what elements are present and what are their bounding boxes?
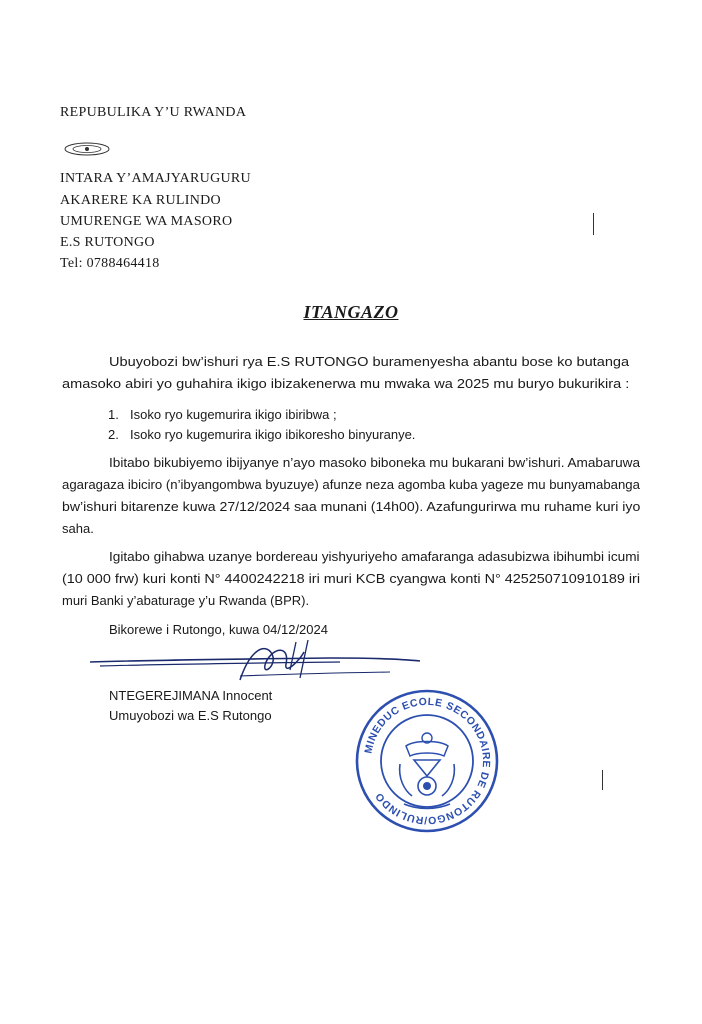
list-text: Isoko ryo kugemurira ikigo ibiribwa ; (130, 407, 337, 422)
para2-line-4: saha. (62, 521, 94, 536)
tender-list (108, 405, 415, 445)
school-stamp (352, 686, 502, 836)
document-title: ITANGAZO (303, 302, 399, 322)
district-name: AKARERE KA RULINDO (60, 193, 221, 208)
handwritten-signature (90, 640, 430, 690)
school-phone: Tel: 0788464418 (60, 256, 160, 271)
para2-line-3: bw’ishuri bitarenze kuwa 27/12/2024 saa munani (14h00). Azafungurirwa mu ruhame kuri iyo (62, 499, 641, 514)
intro-line-1: Ubuyobozi bw’ishuri rya E.S RUTONGO buramenyesha abantu bose ko butanga (109, 354, 630, 369)
list-item (108, 405, 415, 425)
signer-name: NTEGEREJIMANA Innocent (109, 688, 273, 703)
svg-text:MINEDUC ECOLE SECONDAIRE DE RU: MINEDUC ECOLE SECONDAIRE DE RUTONGO/RULINDO (362, 695, 493, 827)
para3-line-1: Igitabo gihabwa uzanye bordereau yishyuriyeho amafaranga adasubizwa ibihumbi icumi (109, 549, 640, 564)
list-number: 2. (108, 427, 119, 442)
para3-line-3: muri Banki y’abaturage y’u Rwanda (BPR). (62, 593, 310, 608)
school-name: E.S RUTONGO (60, 235, 155, 250)
rwanda-emblem-icon (63, 141, 111, 157)
place-date: Bikorewe i Rutongo, kuwa 04/12/2024 (109, 622, 328, 637)
intro-line-2: amasoko abiri yo guhahira ikigo ibizakenerwa mu mwaka wa 2025 mu buryo bukurikira : (62, 376, 630, 391)
list-number: 1. (108, 407, 119, 422)
country-name: REPUBULIKA Y’U RWANDA (60, 105, 247, 120)
para3-line-2: (10 000 frw) kuri konti N° 4400242218 iri muri KCB cyangwa konti N° 425250710910189 iri (62, 571, 641, 586)
sector-name: UMURENGE WA MASORO (60, 214, 233, 229)
scan-mark (593, 213, 594, 235)
list-text: Isoko ryo kugemurira ikigo ibikoresho binyuranye. (130, 427, 416, 442)
para2-line-1: Ibitabo bikubiyemo ibijyanye n’ayo masoko biboneka mu bukarani bw’ishuri. Amabaruwa (109, 455, 641, 470)
signer-block (109, 686, 272, 726)
list-item (108, 425, 415, 445)
province-name: INTARA Y’AMAJYARUGURU (60, 171, 251, 186)
para2-line-2: agaragaza ibiciro (n’ibyangombwa byuzuye) afunze neza agomba kuba yageze mu bunyamabanga (62, 477, 640, 492)
signer-role: Umuyobozi wa E.S Rutongo (109, 708, 272, 723)
scan-mark (602, 770, 603, 790)
